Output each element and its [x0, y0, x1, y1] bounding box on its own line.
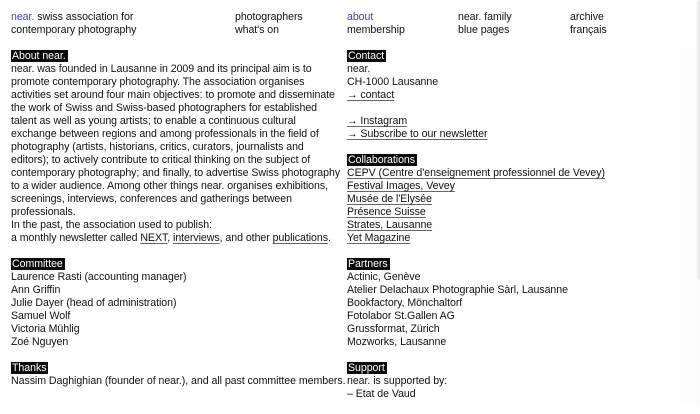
nav-photographers[interactable]: photographers: [235, 11, 303, 23]
collaboration-item: [347, 167, 677, 180]
nav-group-1: [235, 11, 303, 37]
site-header: [11, 11, 681, 37]
committee-heading: Committee: [12, 258, 63, 270]
newsletter-link-row: [347, 128, 677, 141]
nav-group-3: [458, 11, 512, 37]
partners-heading: Partners: [348, 258, 388, 270]
nav-group-2: [347, 11, 405, 37]
next-link[interactable]: NEXT: [140, 232, 168, 244]
partners-section: [347, 258, 677, 349]
committee-member: Ann Griffin: [11, 284, 61, 296]
nav-membership[interactable]: membership: [347, 24, 405, 36]
past-publications: [11, 232, 341, 245]
contact-heading: Contact: [348, 50, 385, 62]
brand-line-1[interactable]: [11, 11, 136, 24]
nav-archive[interactable]: archive: [570, 11, 604, 23]
brand-tagline-1: swiss association for: [34, 11, 134, 23]
nav-blue-pages[interactable]: blue pages: [458, 24, 510, 36]
support-intro: near. is supported by:: [347, 375, 448, 387]
collaboration-item: [347, 193, 677, 206]
past-prefix: a monthly newsletter called: [11, 232, 141, 244]
partner-item: Actinic, Genève: [347, 271, 421, 283]
partner-item: Mozworks, Lausanne: [347, 336, 447, 348]
committee-member: Victoria Mühlig: [11, 323, 80, 335]
brand-tagline-2: contemporary photography: [11, 24, 137, 36]
thanks-heading: Thanks: [12, 362, 47, 374]
partner-item: Atelier Delachaux Photographie Sàrl, Lausanne: [347, 284, 568, 296]
nav-whats-on[interactable]: what's on: [235, 24, 279, 36]
about-section: [11, 50, 341, 245]
committee-member: Samuel Wolf: [11, 310, 71, 322]
collaboration-link-cepv[interactable]: CEPV (Centre d'enseignement professionnel de Vevey): [347, 167, 605, 179]
vertical-scrollbar[interactable]: [696, 0, 700, 404]
collaboration-link-strates[interactable]: Strates, Lausanne: [347, 219, 433, 231]
brand-block: [11, 11, 136, 37]
left-column: [11, 50, 346, 401]
collaborations-heading: Collaborations: [348, 154, 416, 166]
nav-near-family[interactable]: near. family: [458, 11, 512, 23]
support-section: [347, 362, 677, 401]
support-item: – Etat de Vaud: [347, 388, 416, 400]
newsletter-link[interactable]: → Subscribe to our newsletter: [347, 128, 488, 140]
contact-section: [347, 50, 677, 141]
support-heading: Support: [348, 362, 385, 374]
collaborations-section: [347, 154, 677, 245]
collaboration-item: [347, 232, 677, 245]
spacer: [347, 102, 677, 115]
partner-item: Grussformat, Zürich: [347, 323, 440, 335]
instagram-link[interactable]: → Instagram: [347, 115, 408, 127]
collaboration-item: [347, 219, 677, 232]
collaboration-link-presence-suisse[interactable]: Présence Suisse: [347, 206, 426, 218]
committee-member: Laurence Rasti (accounting manager): [11, 271, 187, 283]
period: .: [327, 232, 331, 244]
committee-member: Zoé Nguyen: [11, 336, 69, 348]
separator: , and other: [219, 232, 273, 244]
committee-member: Julie Dayer (head of administration): [11, 297, 177, 309]
nav-group-4: [570, 11, 607, 37]
partner-item: Fotolabor St.Gallen AG: [347, 310, 455, 322]
thanks-text: Nassim Daghighian (founder of near.), and all past committee members.: [11, 375, 346, 387]
collaboration-link-yet-magazine[interactable]: Yet Magazine: [347, 232, 411, 244]
collaboration-link-festival-images[interactable]: Festival Images, Vevey: [347, 180, 455, 192]
nav-francais[interactable]: français: [570, 24, 607, 36]
brand-logo[interactable]: near.: [11, 11, 35, 23]
interviews-link[interactable]: interviews: [173, 232, 220, 244]
nav-about[interactable]: about: [347, 11, 374, 23]
publications-link[interactable]: publications: [272, 232, 328, 244]
about-heading: About near.: [12, 50, 66, 62]
right-column: [347, 50, 677, 414]
contact-link-row: [347, 89, 677, 102]
contact-link[interactable]: → contact: [347, 89, 395, 101]
collaboration-link-musee-elysee[interactable]: Musée de l'Elysée: [347, 193, 432, 205]
about-body: near. was founded in Lausanne in 2009 and its principal aim is to promote contemporary photography. The association organises activities set around four main objectives: to promote and disseminate the work of Swiss and Swiss-based photographers for established talent as well as young artists; to enable a continuous cultural exchange between regions and among professionals in the field of photography (artists, historians, critics, curators, journalists and editors); to actively contribute to critical thinking on the subject of contemporary photography; and finally, to advertise Swiss photography to a wider audience. Among other things near. organises exhibitions, screenings, interviews, conferences and gatherings between professionals.: [11, 63, 341, 218]
contact-name: near.: [347, 63, 371, 75]
committee-section: [11, 258, 341, 349]
partner-item: Bookfactory, Mönchaltorf: [347, 297, 463, 309]
past-intro: In the past, the association used to publish:: [11, 219, 212, 231]
page-edge: [680, 48, 696, 404]
thanks-section: [11, 362, 346, 388]
collaboration-item: [347, 180, 677, 193]
contact-city: CH-1000 Lausanne: [347, 76, 439, 88]
separator: ,: [167, 232, 174, 244]
instagram-link-row: [347, 115, 677, 128]
collaboration-item: [347, 206, 677, 219]
